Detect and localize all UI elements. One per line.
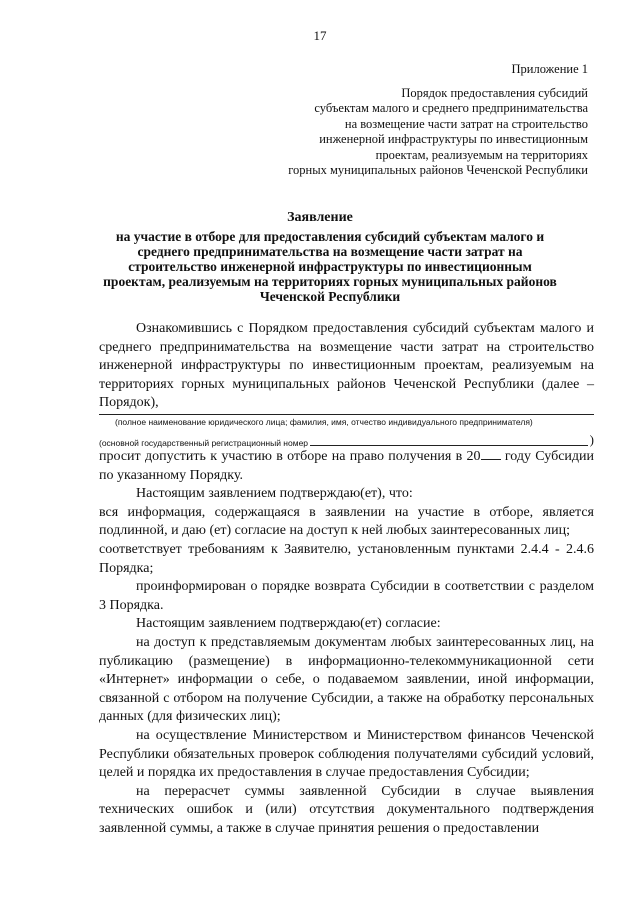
request-paragraph xyxy=(99,447,594,485)
appendix-block xyxy=(288,62,588,179)
ogrn-row xyxy=(99,432,594,448)
appendix-line: горных муниципальных районов Чеченской Республики xyxy=(288,163,588,177)
appendix-line: проектам, реализуемым на территориях xyxy=(375,147,588,162)
ogrn-field[interactable] xyxy=(310,435,588,446)
appendix-line: на возмещение части затрат на строительство xyxy=(344,116,588,131)
applicant-name-caption: (полное наименование юридического лица; фамилия, имя, отчество индивидуального предпринимателя) xyxy=(115,417,533,427)
document-title: Заявление xyxy=(287,210,353,225)
request-text-end: году Субсидии по указанному Порядку. xyxy=(99,449,595,483)
main-body xyxy=(99,447,594,838)
consent-item: на перерасчет суммы заявленной Субсидии в случае выявления технических ошибок и (или) отсутствия документального подтверждения заявленной суммы, а также в случае принятия решения о предоставлении xyxy=(99,783,594,836)
intro-paragraph xyxy=(99,320,594,413)
document-subtitle: на участие в отборе для предоставления субсидий субъектам малого и среднего предпринимательства на возмещение части затрат на строительство инженерной инфраструктуры по инвестиционным проектам, реализуемым на территориях горных муниципальных районов Чеченской Республики xyxy=(103,229,557,304)
consent-item: на доступ к представляемым документам любых заинтересованных лиц, на публикацию (размещение) в информационно-телекоммуникационной сети «Интернет» информации о себе, о подаваемом заявлении, иной информации, связанной с отбором на получение Субсидии, а также на обработку персональных данных (для физических лиц); xyxy=(99,634,594,725)
applicant-name-line[interactable] xyxy=(99,414,594,415)
confirm-heading: Настоящим заявлением подтверждаю(ет), что: xyxy=(136,486,413,502)
confirm-item: соответствует требованиям к Заявителю, установленным пунктами 2.4.4 - 2.4.6 Порядка; xyxy=(99,541,594,576)
ogrn-label: (основной государственный регистрационный номер xyxy=(99,438,309,448)
page-number: 17 xyxy=(313,28,327,43)
consent-heading: Настоящим заявлением подтверждаю(ет) согласие: xyxy=(136,616,441,632)
request-text-start: просит допустить к участию в отборе на право получения в 20 xyxy=(99,449,481,464)
appendix-line: инженерной инфраструктуры по инвестиционным xyxy=(319,132,588,146)
ogrn-close: ) xyxy=(589,432,594,447)
intro-text: Ознакомившись с Порядком предоставления субсидий субъектам малого и среднего предпринимательства на возмещение части затрат на строительство инженерной инфраструктуры по инвестиционным проектам, реализуемым на территориях горных муниципальных районов Чеченской Республики (далее – Порядок), xyxy=(99,321,594,411)
year-blank[interactable] xyxy=(481,447,501,460)
confirm-item: вся информация, содержащаяся в заявлении на участие в отборе, является подлинной, и даю (ет) согласие на доступ к ней любых заинтересованных лиц; xyxy=(99,504,594,539)
appendix-line: Порядок предоставления субсидий xyxy=(401,85,588,100)
consent-item: на осуществление Министерством и Министерством финансов Чеченской Республики обязательных проверок соблюдения получателями субсидий условий, целей и порядка их предоставления в случае предоставления Субсидии; xyxy=(99,727,594,781)
confirm-item: проинформирован о порядке возврата Субсидии в соответствии с разделом 3 Порядка. xyxy=(99,579,594,613)
appendix-label: Приложение 1 xyxy=(511,62,588,76)
appendix-line: субъектам малого и среднего предпринимательства xyxy=(314,101,588,115)
